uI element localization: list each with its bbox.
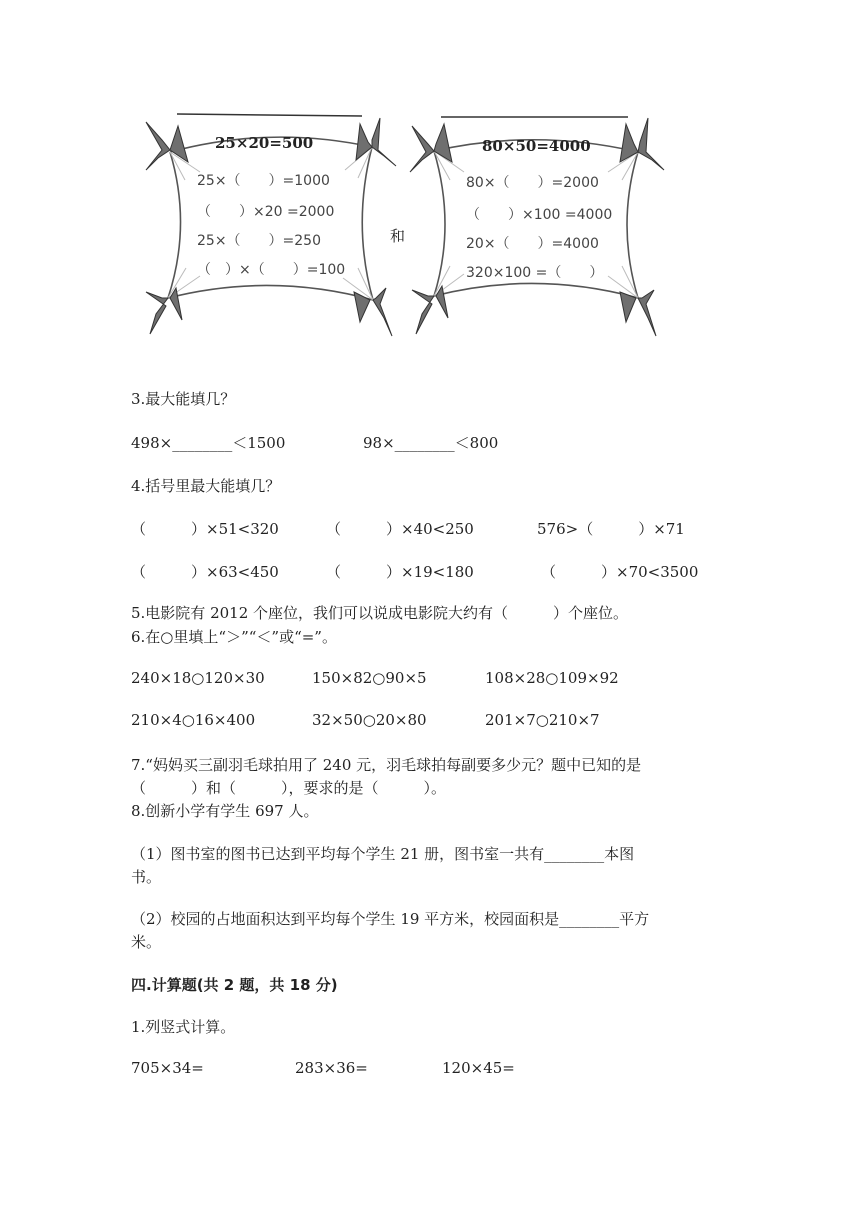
q7-line-2: （ ）和（ ），要求的是（ ）。	[131, 779, 447, 797]
kite-figure	[0, 0, 860, 360]
q5-text: 5.电影院有 2012 个座位，我们可以说成电影院大约有（ ）个座位。	[131, 604, 629, 622]
left-kite-line-4: （ ）×（ ）=100	[197, 262, 346, 278]
q6-row1-item-1: 240×18○120×30	[131, 669, 265, 687]
q4-row1-item-1: （ ）×51<320	[131, 520, 279, 538]
q6-row2-item-3: 201×7○210×7	[485, 711, 600, 729]
calc-item-1: 705×34=	[131, 1059, 204, 1077]
q4-row1-item-2: （ ）×40<250	[326, 520, 474, 538]
left-kite-line-3: 25×（ ）=250	[197, 233, 321, 249]
section-4-q1-title: 1.列竖式计算。	[131, 1018, 236, 1036]
right-kite-title: 80×50=4000	[482, 137, 591, 155]
q4-row2-item-2: （ ）×19<180	[326, 563, 474, 581]
q8-part2-line-1: （2）校园的占地面积达到平均每个学生 19 平方米，校园面积是________平方	[131, 910, 650, 928]
q4-title: 4.括号里最大能填几？	[131, 477, 281, 495]
right-kite-line-3: 20×（ ）=4000	[466, 236, 599, 252]
q4-row2-item-3: （ ）×70<3500	[541, 563, 699, 581]
q3-title: 3.最大能填几？	[131, 390, 236, 408]
left-kite-line-2: （ ）×20 =2000	[197, 204, 335, 220]
q3-item-1: 498×________＜1500	[131, 434, 286, 452]
q6-row2-item-1: 210×4○16×400	[131, 711, 256, 729]
q8-part1-line-2: 书。	[131, 868, 162, 886]
q8-part2-line-2: 米。	[131, 933, 162, 951]
calc-item-3: 120×45=	[442, 1059, 515, 1077]
q8-part1-line-1: （1）图书室的图书已达到平均每个学生 21 册，图书室一共有________本图	[131, 845, 635, 863]
q4-row1-item-3: 576>（ ）×71	[537, 520, 685, 538]
right-kite-line-4: 320×100 =（ ）	[466, 265, 604, 281]
right-kite-line-2: （ ）×100 =4000	[466, 207, 613, 223]
calc-item-2: 283×36=	[295, 1059, 368, 1077]
left-kite-title: 25×20=500	[215, 134, 314, 152]
q6-title: 6.在○里填上“＞”“＜”或“=”。	[131, 628, 337, 646]
q6-row2-item-2: 32×50○20×80	[312, 711, 427, 729]
q6-row1-item-3: 108×28○109×92	[485, 669, 619, 687]
section-4-heading: 四.计算题(共 2 题，共 18 分)	[131, 976, 338, 994]
right-kite-line-1: 80×（ ）=2000	[466, 175, 599, 191]
connector-text: 和	[390, 227, 406, 245]
q6-row1-item-2: 150×82○90×5	[312, 669, 427, 687]
q7-line-1: 7.“妈妈买三副羽毛球拍用了 240 元，羽毛球拍每副要多少元？题中已知的是	[131, 756, 642, 774]
left-kite-line-1: 25×（ ）=1000	[197, 173, 330, 189]
q4-row2-item-1: （ ）×63<450	[131, 563, 279, 581]
q8-title: 8.创新小学有学生 697 人。	[131, 802, 319, 820]
q3-item-2: 98×________＜800	[363, 434, 499, 452]
